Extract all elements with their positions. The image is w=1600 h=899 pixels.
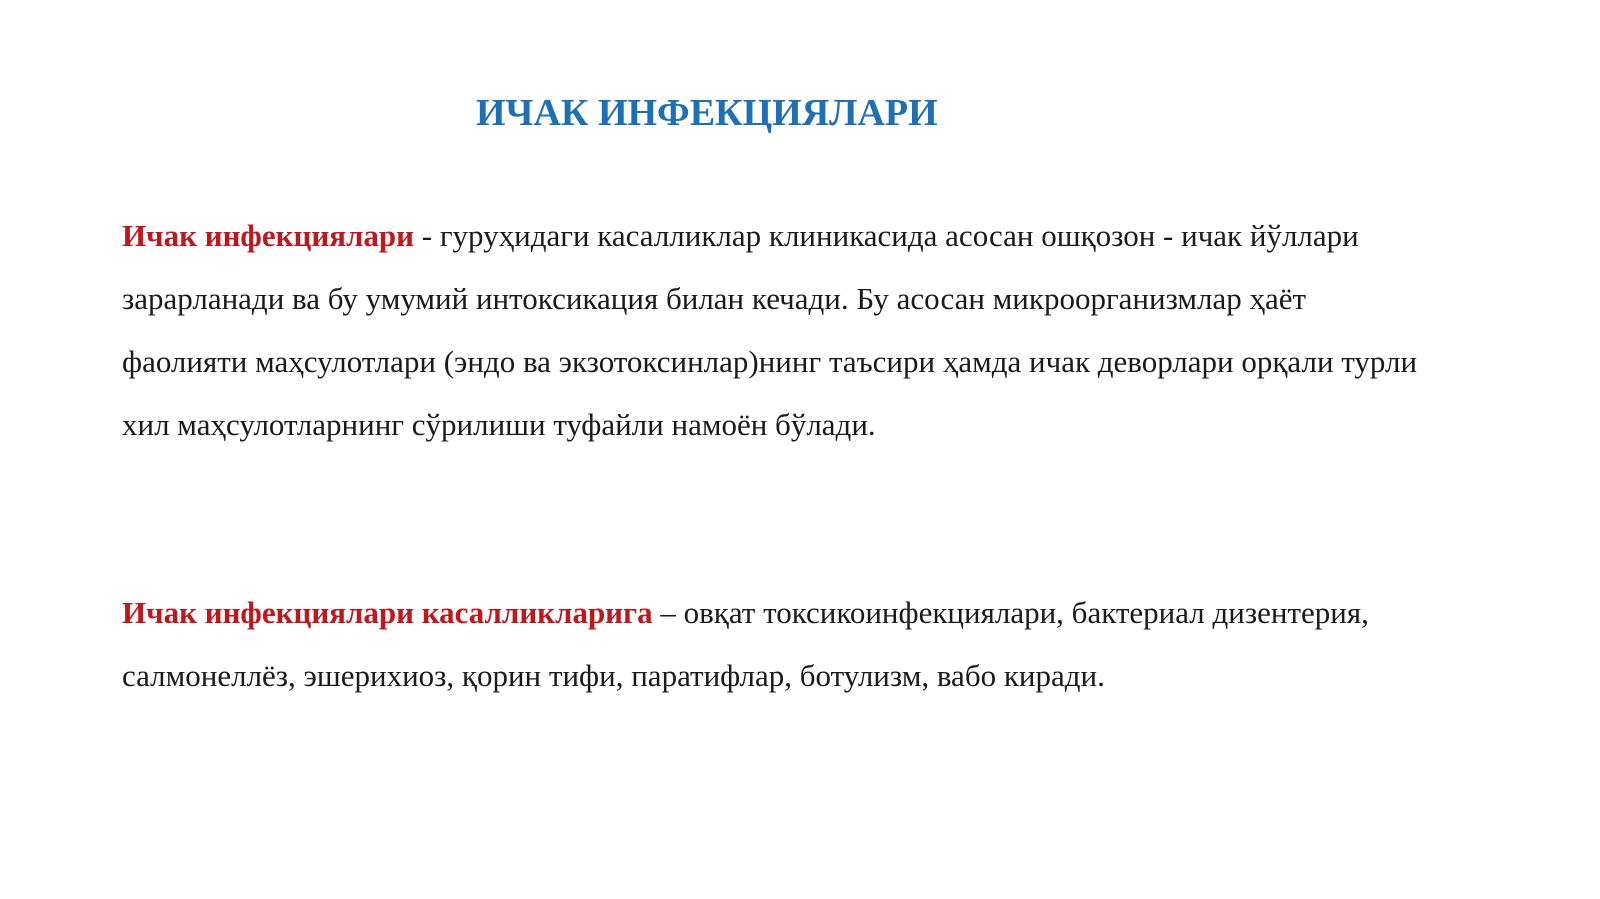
paragraph-text: - гуруҳидаги касалликлар клиникасида асосан ошқозон - ичак йўллари зарарланади ва бу умумий интоксикация билан кечади. Бу асосан микроорганизмлар ҳаёт фаолияти маҳсулотлари (эндо ва экзотоксинлар)нинг таъсири ҳамда ичак деворлари орқали турли хил маҳсулотларнинг сўрилиши туфайли намоён бўлади.: [122, 218, 1418, 442]
paragraph-diseases: [122, 581, 1422, 707]
paragraph-text: – овқат токсикоинфекциялари, бактериал дизентерия, салмонеллёз, эшерихиоз, қорин тифи, паратифлар, ботулизм, вабо киради.: [122, 595, 1369, 693]
paragraph-term: Ичак инфекциялари: [122, 218, 414, 253]
paragraph-term: Ичак инфекциялари касалликларига: [122, 595, 653, 630]
slide-title: ИЧАК ИНФЕКЦИЯЛАРИ: [476, 92, 938, 134]
paragraph-definition: [122, 204, 1422, 456]
